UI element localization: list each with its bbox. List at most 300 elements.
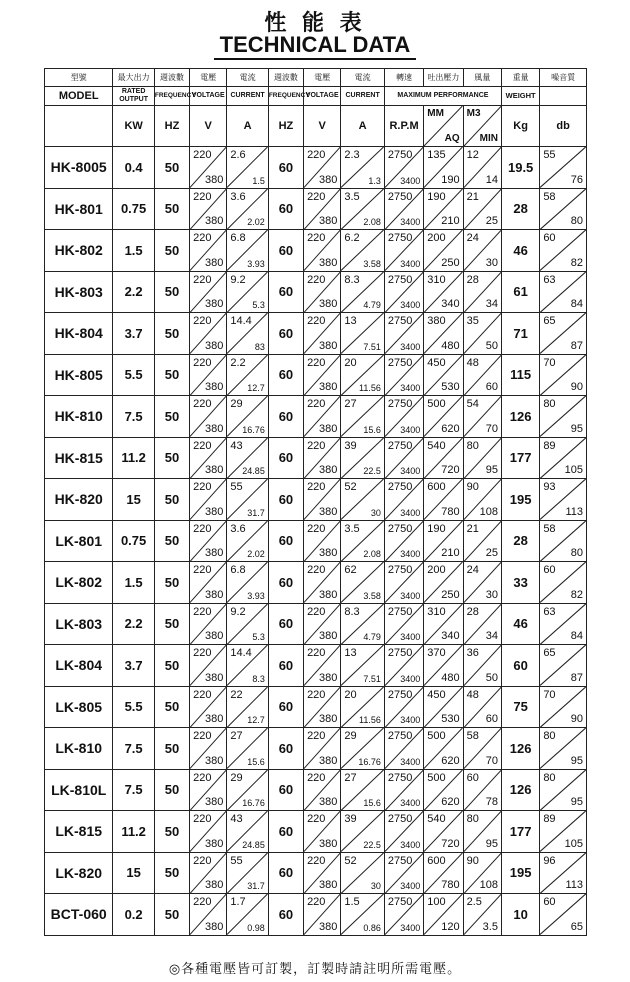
- pressure-cell: [424, 271, 463, 313]
- flow-cell-top: 48: [466, 688, 479, 701]
- voltage-60hz-cell: [304, 562, 341, 604]
- current-50hz-cell: [227, 230, 268, 272]
- flow-cell-top: 21: [466, 190, 479, 203]
- voltage-60hz-cell-top: 220: [307, 813, 326, 825]
- rpm-cell-top: 2750: [387, 149, 413, 161]
- voltage-50hz-cell: [190, 479, 227, 521]
- current-50hz-cell-bottom: 3.93: [247, 258, 265, 269]
- rpm-cell: [384, 603, 423, 645]
- current-60hz-cell: [341, 396, 385, 438]
- rpm-cell-bottom: 3400: [400, 632, 421, 642]
- rpm-cell: [384, 769, 423, 811]
- noise-cell-bottom: 95: [570, 796, 583, 808]
- voltage-60hz-cell: [304, 230, 341, 272]
- current-50hz-cell-top: 2.2: [230, 356, 246, 369]
- flow-cell: [463, 479, 501, 521]
- current-60hz-cell-top: 62: [344, 564, 357, 576]
- voltage-50hz-cell-bottom: 380: [205, 713, 224, 725]
- current-60hz-cell: [341, 562, 385, 604]
- noise-cell-bottom: 82: [570, 256, 583, 269]
- current-60hz-cell: [341, 603, 385, 645]
- pressure-cell: [424, 313, 463, 355]
- noise-cell: [540, 728, 587, 770]
- frequency-50hz-cell: 50: [154, 686, 189, 728]
- pressure-cell-top: 500: [427, 730, 446, 742]
- flow-cell-top: 24: [466, 232, 479, 244]
- output-kw-cell: 2.2: [113, 603, 154, 645]
- weight-cell: 177: [501, 811, 539, 853]
- current-60hz-cell-top: 52: [344, 481, 357, 493]
- rpm-cell-top: 2750: [387, 647, 413, 659]
- header-en-current-2: CURRENT: [341, 87, 385, 106]
- current-60hz-cell-top: 20: [344, 356, 357, 369]
- pressure-cell-bottom: 120: [441, 920, 460, 933]
- voltage-60hz-cell: [304, 852, 341, 894]
- frequency-50hz-cell: 50: [154, 769, 189, 811]
- noise-cell-bottom: 76: [570, 173, 583, 186]
- current-60hz-cell: [341, 686, 385, 728]
- table-row: [45, 313, 587, 355]
- voltage-50hz-cell-bottom: 380: [205, 754, 224, 767]
- noise-cell-top: 60: [543, 564, 556, 576]
- noise-cell-top: 70: [543, 356, 556, 369]
- current-50hz-cell: [227, 271, 268, 313]
- current-60hz-cell-top: 3.5: [344, 190, 360, 203]
- weight-cell: 33: [501, 562, 539, 604]
- voltage-60hz-cell-bottom: 380: [319, 796, 338, 808]
- header-zh-flow: 風量: [463, 69, 501, 87]
- current-50hz-cell: [227, 769, 268, 811]
- output-kw-cell: 3.7: [113, 645, 154, 687]
- voltage-60hz-cell-bottom: 380: [319, 422, 338, 435]
- rpm-cell: [384, 396, 423, 438]
- voltage-60hz-cell-top: 220: [307, 398, 326, 410]
- output-kw-cell: 1.5: [113, 230, 154, 272]
- current-50hz-cell-top: 1.7: [230, 896, 246, 908]
- flow-cell: [463, 769, 501, 811]
- voltage-60hz-cell-bottom: 380: [319, 754, 338, 767]
- table-row: [45, 396, 587, 438]
- header-zh-voltage-2: 電壓: [304, 69, 341, 87]
- table-row: [45, 686, 587, 728]
- flow-cell-bottom: 60: [485, 713, 498, 725]
- frequency-50hz-cell: 50: [154, 313, 189, 355]
- current-50hz-cell-bottom: 16.76: [242, 424, 265, 435]
- current-60hz-cell: [341, 894, 385, 936]
- model-cell: LK-820: [45, 852, 113, 894]
- unit-weight: Kg: [501, 106, 539, 147]
- current-60hz-cell-bottom: 2.08: [363, 217, 381, 227]
- voltage-50hz-cell-top: 220: [193, 647, 212, 659]
- voltage-60hz-cell-bottom: 380: [319, 630, 338, 642]
- rpm-cell-top: 2750: [387, 232, 413, 244]
- table-row: [45, 479, 587, 521]
- rpm-cell-bottom: 3400: [400, 507, 421, 518]
- voltage-60hz-cell-top: 220: [307, 356, 326, 369]
- output-kw-cell: 7.5: [113, 769, 154, 811]
- pressure-cell: [424, 188, 463, 230]
- rpm-cell-bottom: 3400: [400, 715, 421, 725]
- flow-cell: [463, 894, 501, 936]
- frequency-50hz-cell: 50: [154, 479, 189, 521]
- current-50hz-cell: [227, 562, 268, 604]
- rpm-cell-top: 2750: [387, 771, 413, 784]
- rpm-cell-top: 2750: [387, 190, 413, 203]
- flow-cell-top: 90: [466, 854, 479, 867]
- current-50hz-cell-bottom: 31.7: [247, 507, 265, 518]
- current-50hz-cell-bottom: 0.98: [247, 922, 265, 933]
- voltage-60hz-cell: [304, 728, 341, 770]
- noise-cell: [540, 811, 587, 853]
- rpm-cell-top: 2750: [387, 356, 413, 369]
- voltage-50hz-cell-top: 220: [193, 522, 212, 535]
- frequency-60hz-cell: 60: [268, 728, 303, 770]
- current-50hz-cell-top: 29: [230, 771, 243, 784]
- voltage-60hz-cell: [304, 396, 341, 438]
- current-60hz-cell-bottom: 11.56: [359, 715, 381, 725]
- current-60hz-cell-top: 52: [344, 854, 357, 867]
- voltage-50hz-cell-top: 220: [193, 439, 212, 452]
- voltage-50hz-cell-top: 220: [193, 315, 212, 327]
- voltage-50hz-cell-bottom: 380: [205, 671, 224, 684]
- flow-cell-bottom: 34: [485, 630, 498, 642]
- noise-cell-bottom: 80: [570, 547, 583, 559]
- noise-cell-top: 60: [543, 896, 556, 908]
- frequency-60hz-cell: 60: [268, 313, 303, 355]
- pressure-cell: [424, 728, 463, 770]
- unit-v-1: V: [190, 106, 227, 147]
- model-cell: LK-815: [45, 811, 113, 853]
- weight-cell: 126: [501, 769, 539, 811]
- voltage-50hz-cell: [190, 230, 227, 272]
- noise-cell-top: 55: [543, 149, 556, 161]
- weight-cell: 46: [501, 603, 539, 645]
- voltage-50hz-cell-top: 220: [193, 564, 212, 576]
- voltage-50hz-cell-bottom: 380: [205, 505, 224, 518]
- noise-cell-top: 93: [543, 481, 556, 493]
- flow-cell-bottom: 50: [485, 339, 498, 352]
- current-60hz-cell: [341, 354, 385, 396]
- current-50hz-cell-top: 22: [230, 688, 243, 701]
- noise-cell-top: 58: [543, 190, 556, 203]
- voltage-60hz-cell-bottom: 380: [319, 173, 338, 186]
- current-50hz-cell-top: 55: [230, 854, 243, 867]
- noise-cell: [540, 520, 587, 562]
- frequency-50hz-cell: 50: [154, 271, 189, 313]
- noise-cell-top: 80: [543, 771, 556, 784]
- current-60hz-cell-bottom: 7.51: [363, 341, 381, 352]
- current-50hz-cell-top: 43: [230, 439, 243, 452]
- pressure-cell-bottom: 250: [441, 588, 460, 601]
- noise-cell-top: 60: [543, 232, 556, 244]
- weight-cell: 126: [501, 728, 539, 770]
- flow-cell-bottom: 70: [485, 754, 498, 767]
- current-60hz-cell: [341, 645, 385, 687]
- voltage-50hz-cell-bottom: 380: [205, 215, 224, 227]
- noise-cell: [540, 645, 587, 687]
- rpm-cell-top: 2750: [387, 605, 413, 618]
- frequency-60hz-cell: 60: [268, 396, 303, 438]
- flow-cell: [463, 645, 501, 687]
- header-zh-frequency-2: 週波數: [268, 69, 303, 87]
- noise-cell-top: 65: [543, 647, 556, 659]
- frequency-60hz-cell: 60: [268, 811, 303, 853]
- pressure-cell: [424, 603, 463, 645]
- weight-cell: 75: [501, 686, 539, 728]
- table-row: [45, 230, 587, 272]
- voltage-50hz-cell-top: 220: [193, 149, 212, 161]
- voltage-60hz-cell-bottom: 380: [319, 298, 338, 310]
- header-zh-frequency-1: 週波數: [154, 69, 189, 87]
- header-zh-voltage-1: 電壓: [190, 69, 227, 87]
- model-cell: BCT-060: [45, 894, 113, 936]
- frequency-60hz-cell: 60: [268, 271, 303, 313]
- noise-cell-top: 63: [543, 605, 556, 618]
- frequency-50hz-cell: 50: [154, 437, 189, 479]
- current-60hz-cell-bottom: 7.51: [363, 673, 381, 684]
- current-60hz-cell-bottom: 3.58: [363, 590, 381, 601]
- voltage-50hz-cell-top: 220: [193, 356, 212, 369]
- rpm-cell-bottom: 3400: [400, 341, 421, 352]
- rpm-cell-bottom: 3400: [400, 300, 421, 310]
- flow-cell-bottom: 108: [479, 505, 498, 518]
- voltage-60hz-cell: [304, 271, 341, 313]
- voltage-50hz-cell-bottom: 380: [205, 920, 224, 933]
- current-60hz-cell-top: 8.3: [344, 605, 360, 618]
- current-50hz-cell-top: 14.4: [230, 647, 252, 659]
- header-zh-rpm: 轉速: [384, 69, 423, 87]
- current-60hz-cell: [341, 188, 385, 230]
- voltage-60hz-cell: [304, 437, 341, 479]
- pressure-cell-top: 100: [427, 896, 446, 908]
- voltage-50hz-cell: [190, 686, 227, 728]
- frequency-60hz-cell: 60: [268, 188, 303, 230]
- current-60hz-cell: [341, 230, 385, 272]
- current-60hz-cell-bottom: 22.5: [363, 466, 381, 476]
- voltage-50hz-cell: [190, 396, 227, 438]
- pressure-cell-top: 370: [427, 647, 446, 659]
- table-row: [45, 562, 587, 604]
- rpm-cell-bottom: 3400: [400, 798, 421, 808]
- frequency-60hz-cell: 60: [268, 437, 303, 479]
- noise-cell: [540, 147, 587, 189]
- voltage-60hz-cell: [304, 811, 341, 853]
- frequency-50hz-cell: 50: [154, 230, 189, 272]
- current-50hz-cell-top: 14.4: [230, 315, 252, 327]
- frequency-50hz-cell: 50: [154, 728, 189, 770]
- weight-cell: 71: [501, 313, 539, 355]
- noise-cell-top: 96: [543, 854, 556, 867]
- current-60hz-cell: [341, 437, 385, 479]
- voltage-60hz-cell: [304, 603, 341, 645]
- output-kw-cell: 7.5: [113, 396, 154, 438]
- voltage-60hz-cell-top: 220: [307, 273, 326, 286]
- current-50hz-cell-top: 3.6: [230, 190, 246, 203]
- voltage-60hz-cell: [304, 479, 341, 521]
- voltage-50hz-cell-bottom: 380: [205, 173, 224, 186]
- voltage-50hz-cell: [190, 562, 227, 604]
- current-50hz-cell-bottom: 12.7: [247, 383, 265, 393]
- table-row: [45, 728, 587, 770]
- current-60hz-cell-top: 6.2: [344, 232, 360, 244]
- output-kw-cell: 2.2: [113, 271, 154, 313]
- header-zh-pressure: 吐出壓力: [424, 69, 463, 87]
- pressure-cell: [424, 562, 463, 604]
- flow-cell: [463, 520, 501, 562]
- unit-hz-2: HZ: [268, 106, 303, 147]
- pressure-cell-top: 450: [427, 688, 446, 701]
- pressure-cell-top: 310: [427, 273, 446, 286]
- flow-cell: [463, 271, 501, 313]
- model-cell: HK-805: [45, 354, 113, 396]
- voltage-60hz-cell-bottom: 380: [319, 547, 338, 559]
- noise-cell: [540, 479, 587, 521]
- weight-cell: 115: [501, 354, 539, 396]
- frequency-60hz-cell: 60: [268, 769, 303, 811]
- voltage-60hz-cell: [304, 894, 341, 936]
- voltage-60hz-cell-top: 220: [307, 149, 326, 161]
- header-en-voltage-2: VOLTAGE: [304, 87, 341, 106]
- rpm-cell-bottom: 3400: [400, 258, 421, 269]
- voltage-60hz-cell-top: 220: [307, 730, 326, 742]
- voltage-60hz-cell: [304, 188, 341, 230]
- frequency-50hz-cell: 50: [154, 396, 189, 438]
- rpm-cell-bottom: 3400: [400, 673, 421, 684]
- voltage-50hz-cell: [190, 313, 227, 355]
- output-kw-cell: 1.5: [113, 562, 154, 604]
- current-50hz-cell-bottom: 2.02: [247, 549, 265, 559]
- pressure-cell-top: 540: [427, 439, 446, 452]
- model-cell: HK-804: [45, 313, 113, 355]
- frequency-60hz-cell: 60: [268, 645, 303, 687]
- flow-cell: [463, 686, 501, 728]
- current-60hz-cell: [341, 479, 385, 521]
- weight-cell: 195: [501, 852, 539, 894]
- voltage-60hz-cell-bottom: 380: [319, 671, 338, 684]
- header-zh-model: 型號: [45, 69, 113, 87]
- voltage-50hz-cell-bottom: 380: [205, 256, 224, 269]
- current-60hz-cell: [341, 313, 385, 355]
- voltage-60hz-cell: [304, 147, 341, 189]
- flow-cell-top: 28: [466, 273, 479, 286]
- pressure-cell: [424, 354, 463, 396]
- pressure-cell-top: 500: [427, 771, 446, 784]
- model-cell: HK-820: [45, 479, 113, 521]
- voltage-60hz-cell: [304, 313, 341, 355]
- flow-cell: [463, 728, 501, 770]
- voltage-50hz-cell-bottom: 380: [205, 381, 224, 393]
- pressure-cell: [424, 645, 463, 687]
- table-row: [45, 520, 587, 562]
- output-kw-cell: 11.2: [113, 811, 154, 853]
- table-row: [45, 769, 587, 811]
- current-50hz-cell-top: 9.2: [230, 273, 246, 286]
- pressure-cell-top: 310: [427, 605, 446, 618]
- frequency-60hz-cell: 60: [268, 603, 303, 645]
- weight-cell: 28: [501, 188, 539, 230]
- flow-cell-top: 28: [466, 605, 479, 618]
- current-60hz-cell-bottom: 1.3: [368, 175, 381, 186]
- flow-cell: [463, 313, 501, 355]
- flow-cell: [463, 852, 501, 894]
- weight-cell: 10: [501, 894, 539, 936]
- pressure-cell-bottom: 530: [441, 381, 460, 393]
- voltage-50hz-cell-bottom: 380: [205, 588, 224, 601]
- rpm-cell: [384, 728, 423, 770]
- current-60hz-cell-top: 1.5: [344, 896, 360, 908]
- current-60hz-cell: [341, 769, 385, 811]
- voltage-50hz-cell-top: 220: [193, 273, 212, 286]
- output-kw-cell: 0.4: [113, 147, 154, 189]
- flow-cell-top: 58: [466, 730, 479, 742]
- pressure-cell: [424, 396, 463, 438]
- current-60hz-cell-bottom: 30: [370, 507, 381, 518]
- current-50hz-cell-bottom: 83: [254, 341, 265, 352]
- voltage-50hz-cell-bottom: 380: [205, 339, 224, 352]
- rpm-cell-bottom: 3400: [400, 549, 421, 559]
- voltage-50hz-cell-bottom: 380: [205, 630, 224, 642]
- current-50hz-cell-top: 3.6: [230, 522, 246, 535]
- voltage-60hz-cell-top: 220: [307, 315, 326, 327]
- flow-cell-bottom: 3.5: [482, 920, 498, 933]
- noise-cell-top: 58: [543, 522, 556, 535]
- current-50hz-cell: [227, 479, 268, 521]
- flow-cell: [463, 147, 501, 189]
- current-50hz-cell: [227, 147, 268, 189]
- header-en-max-performance: MAXIMUM PERFORMANCE: [384, 87, 501, 106]
- noise-cell-top: 65: [543, 315, 556, 327]
- noise-cell-bottom: 90: [570, 713, 583, 725]
- header-zh-output: 最大出力: [113, 69, 154, 87]
- noise-cell: [540, 354, 587, 396]
- noise-cell-top: 70: [543, 688, 556, 701]
- frequency-60hz-cell: 60: [268, 562, 303, 604]
- rpm-cell: [384, 811, 423, 853]
- flow-cell-bottom: 95: [485, 464, 498, 476]
- table-row: [45, 894, 587, 936]
- pressure-cell-top: 200: [427, 232, 446, 244]
- frequency-60hz-cell: 60: [268, 230, 303, 272]
- model-cell: LK-804: [45, 645, 113, 687]
- pressure-cell-bottom: 620: [441, 796, 460, 808]
- current-50hz-cell-bottom: 15.6: [247, 756, 265, 767]
- current-60hz-cell: [341, 147, 385, 189]
- flow-cell: [463, 230, 501, 272]
- voltage-50hz-cell: [190, 769, 227, 811]
- flow-cell-top: 54: [466, 398, 479, 410]
- rpm-cell: [384, 686, 423, 728]
- unit-hz-1: HZ: [154, 106, 189, 147]
- pressure-cell-bottom: 250: [441, 256, 460, 269]
- voltage-50hz-cell-bottom: 380: [205, 547, 224, 559]
- model-cell: HK-8005: [45, 147, 113, 189]
- voltage-50hz-cell-bottom: 380: [205, 298, 224, 310]
- noise-cell: [540, 686, 587, 728]
- header-row-english: [45, 87, 587, 106]
- pressure-cell-bottom: 720: [441, 837, 460, 850]
- model-cell: LK-802: [45, 562, 113, 604]
- rpm-cell-top: 2750: [387, 688, 413, 701]
- current-60hz-cell-top: 27: [344, 398, 357, 410]
- flow-cell-bottom: 78: [485, 796, 498, 808]
- unit-pressure-bottom: AQ: [444, 133, 460, 144]
- current-60hz-cell-bottom: 11.56: [359, 383, 381, 393]
- noise-cell: [540, 603, 587, 645]
- pressure-cell-bottom: 210: [441, 215, 460, 227]
- header-zh-weight: 重量: [501, 69, 539, 87]
- noise-cell: [540, 188, 587, 230]
- pressure-cell-top: 600: [427, 854, 446, 867]
